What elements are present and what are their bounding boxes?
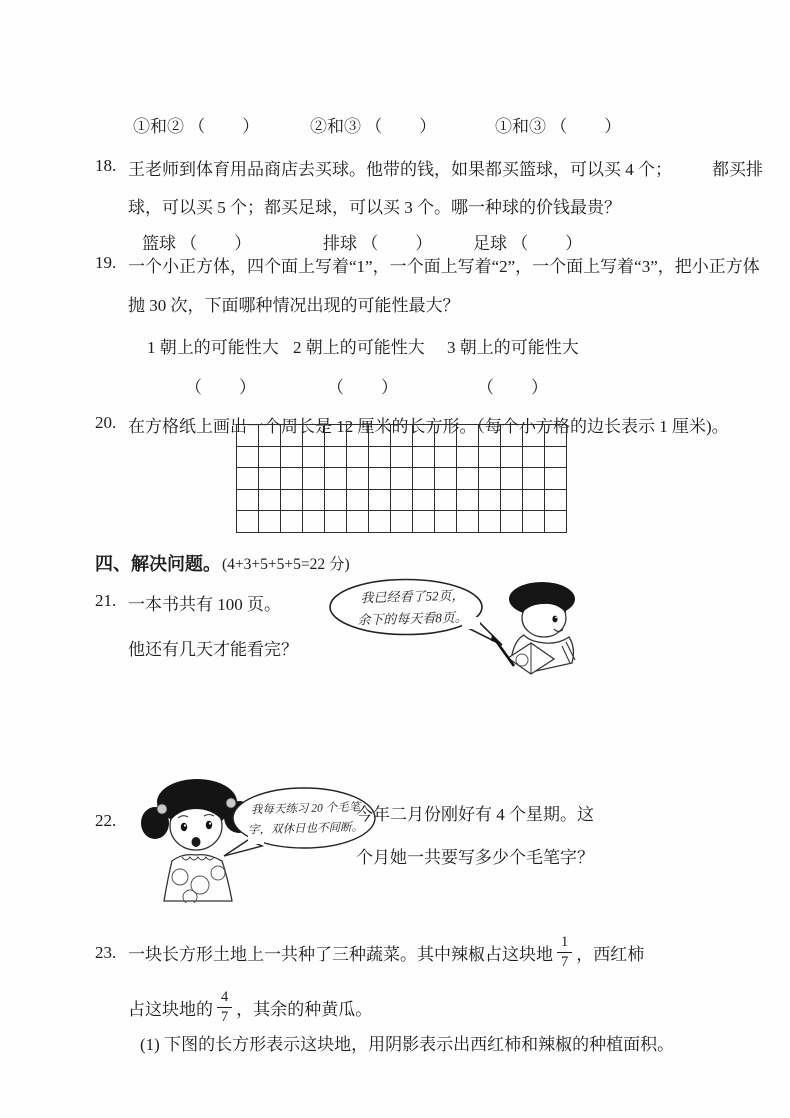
q19-line2: 抛 30 次，下面哪种情况出现的可能性最大？ <box>128 296 460 315</box>
grid-cell <box>303 425 325 447</box>
grid-cell <box>259 468 281 490</box>
q19-option-3: 3 朝上的可能性大 <box>447 338 579 357</box>
grid-cell <box>457 468 479 490</box>
grid-cell <box>457 425 479 447</box>
grid-cell <box>369 447 391 469</box>
grid-cell <box>347 468 369 490</box>
q18-answer-blank-football[interactable]: （ ） <box>511 234 584 253</box>
q18-number: 18. <box>95 156 117 175</box>
grid-cell <box>303 447 325 469</box>
grid-cell <box>479 468 501 490</box>
grid-cell <box>391 468 413 490</box>
grid-cell <box>259 447 281 469</box>
q23-line1 <box>128 928 644 976</box>
q18-option-volleyball <box>323 229 433 254</box>
grid-cell <box>281 425 303 447</box>
q19-answer-blank-1[interactable]: （ ） <box>185 378 257 397</box>
grid-cell <box>523 468 545 490</box>
q18-line1 <box>128 155 763 180</box>
grid-cell <box>369 468 391 490</box>
grid-cell <box>413 490 435 512</box>
grid-cell <box>523 447 545 469</box>
q20-number: 20. <box>95 413 117 432</box>
grid-cell <box>347 447 369 469</box>
q19-answer-blank-2[interactable]: （ ） <box>327 378 399 397</box>
q23-line1-post: ，西红柿 <box>576 944 645 964</box>
q20-text: 在方格纸上画出一个周长是 12 厘米的长方形。（每个小方格的边长表示 1 厘米)。 <box>128 417 729 436</box>
grid-cell <box>545 425 567 447</box>
section4-score: (4+3+5+5+5=22 分) <box>222 556 350 573</box>
grid-cell <box>391 490 413 512</box>
q17-answer-blank-1[interactable]: （ ） <box>188 117 261 136</box>
q23-line1-pre: 一块长方形土地上一共种了三种蔬菜。其中辣椒占这块地 <box>128 944 553 964</box>
grid-cell <box>545 468 567 490</box>
grid-cell <box>479 447 501 469</box>
grid-cell <box>281 511 303 533</box>
q21-number: 21. <box>95 591 117 610</box>
q17-option-1 <box>133 112 260 137</box>
grid-cell <box>435 447 457 469</box>
grid-cell <box>369 425 391 447</box>
grid-cell <box>369 490 391 512</box>
q23-frac1-denominator: 7 <box>561 954 569 970</box>
q18-answer-blank-volleyball[interactable]: （ ） <box>361 234 434 253</box>
grid-cell <box>325 425 347 447</box>
grid-cell <box>413 425 435 447</box>
q17-answer-blank-3[interactable]: （ ） <box>550 117 623 136</box>
grid-cell <box>259 511 281 533</box>
grid-cell <box>435 511 457 533</box>
q23-frac2-denominator: 7 <box>221 1009 229 1025</box>
grid-cell <box>325 447 347 469</box>
q17-option-3-label: ①和③ <box>495 117 546 136</box>
q21-bubble-line2: 余下的每天看8页。 <box>357 609 468 628</box>
q17-option-3 <box>495 112 622 137</box>
boy-reading-illustration <box>478 580 608 675</box>
grid-cell <box>457 511 479 533</box>
grid-cell <box>545 511 567 533</box>
q23-fraction-1-7 <box>557 935 572 970</box>
grid-cell <box>391 511 413 533</box>
grid-cell <box>325 468 347 490</box>
grid-cell <box>479 425 501 447</box>
q23-line2-post: ，其余的种黄瓜。 <box>236 999 373 1019</box>
grid-cell <box>259 490 281 512</box>
q17-option-1-label: ①和② <box>133 117 184 136</box>
grid-cell <box>303 511 325 533</box>
grid-cell <box>501 511 523 533</box>
q22-line1: 今年二月份刚好有 4 个星期。这 <box>356 805 594 824</box>
grid-cell <box>457 447 479 469</box>
q23-line2 <box>128 982 372 1032</box>
grid-cell <box>281 447 303 469</box>
q23-frac2-numerator: 4 <box>217 990 232 1008</box>
grid-cell <box>479 511 501 533</box>
q18-option-basketball <box>142 229 252 254</box>
grid-cell <box>413 511 435 533</box>
grid-cell <box>391 447 413 469</box>
grid-cell <box>435 468 457 490</box>
grid-cell <box>325 511 347 533</box>
grid-cell <box>391 425 413 447</box>
grid-cell <box>523 511 545 533</box>
grid-cell <box>479 490 501 512</box>
grid-cell <box>281 490 303 512</box>
q23-line2-pre: 占这块地的 <box>128 999 213 1019</box>
grid-cell <box>501 468 523 490</box>
q21-line1: 一本书共有 100 页。 <box>128 595 281 614</box>
q18-answer-blank-basketball[interactable]: （ ） <box>180 234 253 253</box>
q22-number: 22. <box>95 811 117 830</box>
q22-line2: 个月她一共要写多少个毛笔字？ <box>356 848 594 867</box>
q19-line1: 一个小正方体，四个面上写着“1”，一个面上写着“2”，一个面上写着“3”，把小正方体 <box>128 257 760 276</box>
grid-cell <box>237 490 259 512</box>
grid-cell <box>435 425 457 447</box>
grid-cell <box>413 447 435 469</box>
q20-drawing-grid[interactable] <box>236 424 567 533</box>
q18-option-football-label: 足球 <box>473 234 507 253</box>
grid-cell <box>545 490 567 512</box>
grid-cell <box>303 490 325 512</box>
q17-answer-blank-2[interactable]: （ ） <box>365 117 438 136</box>
grid-cell <box>237 511 259 533</box>
section4-heading: 四、解决问题。 <box>95 554 221 574</box>
grid-cell <box>303 468 325 490</box>
grid-cell <box>545 447 567 469</box>
q23-frac1-numerator: 1 <box>557 935 572 953</box>
grid-cell <box>413 468 435 490</box>
q19-answer-blank-3[interactable]: （ ） <box>477 378 549 397</box>
grid-cell <box>501 490 523 512</box>
q18-line1-tail: 都买排 <box>712 160 763 179</box>
q23-number: 23. <box>95 943 117 962</box>
grid-cell <box>457 490 479 512</box>
grid-cell <box>281 468 303 490</box>
q17-option-2 <box>310 112 437 137</box>
q18-option-basketball-label: 篮球 <box>142 234 176 253</box>
grid-cell <box>523 490 545 512</box>
grid-cell <box>501 425 523 447</box>
q23-fraction-4-7 <box>217 990 232 1025</box>
q19-option-1: 1 朝上的可能性大 <box>147 338 279 357</box>
q19-option-2: 2 朝上的可能性大 <box>293 338 425 357</box>
grid-cell <box>259 425 281 447</box>
q21-bubble-line1: 我已经看了52页， <box>360 587 465 606</box>
grid-cell <box>347 425 369 447</box>
grid-cell <box>237 447 259 469</box>
grid-cell <box>347 511 369 533</box>
q22-bubble-line2: 字，双休日也不间断。 <box>247 821 364 837</box>
grid-cell <box>325 490 347 512</box>
grid-cell <box>237 425 259 447</box>
grid-cell <box>347 490 369 512</box>
q18-option-football <box>473 229 583 254</box>
q17-option-2-label: ②和③ <box>310 117 361 136</box>
q18-line1-text: 王老师到体育用品商店去买球。他带的钱，如果都买篮球，可以买 4 个； <box>128 160 672 179</box>
q18-line2: 球，可以买 5 个；都买足球，可以买 3 个。哪一种球的价钱最贵？ <box>128 198 621 217</box>
q19-number: 19. <box>95 253 117 272</box>
q21-line2: 他还有几天才能看完？ <box>128 640 298 659</box>
q18-option-volleyball-label: 排球 <box>323 234 357 253</box>
q23-part1: (1) 下图的长方形表示这块地，用阴影表示出西红柿和辣椒的种植面积。 <box>140 1035 675 1054</box>
grid-cell <box>237 468 259 490</box>
grid-cell <box>501 447 523 469</box>
grid-cell <box>369 511 391 533</box>
q22-bubble-line1: 我每天练习 20 个毛笔 <box>250 801 361 817</box>
grid-cell <box>523 425 545 447</box>
grid-cell <box>435 490 457 512</box>
